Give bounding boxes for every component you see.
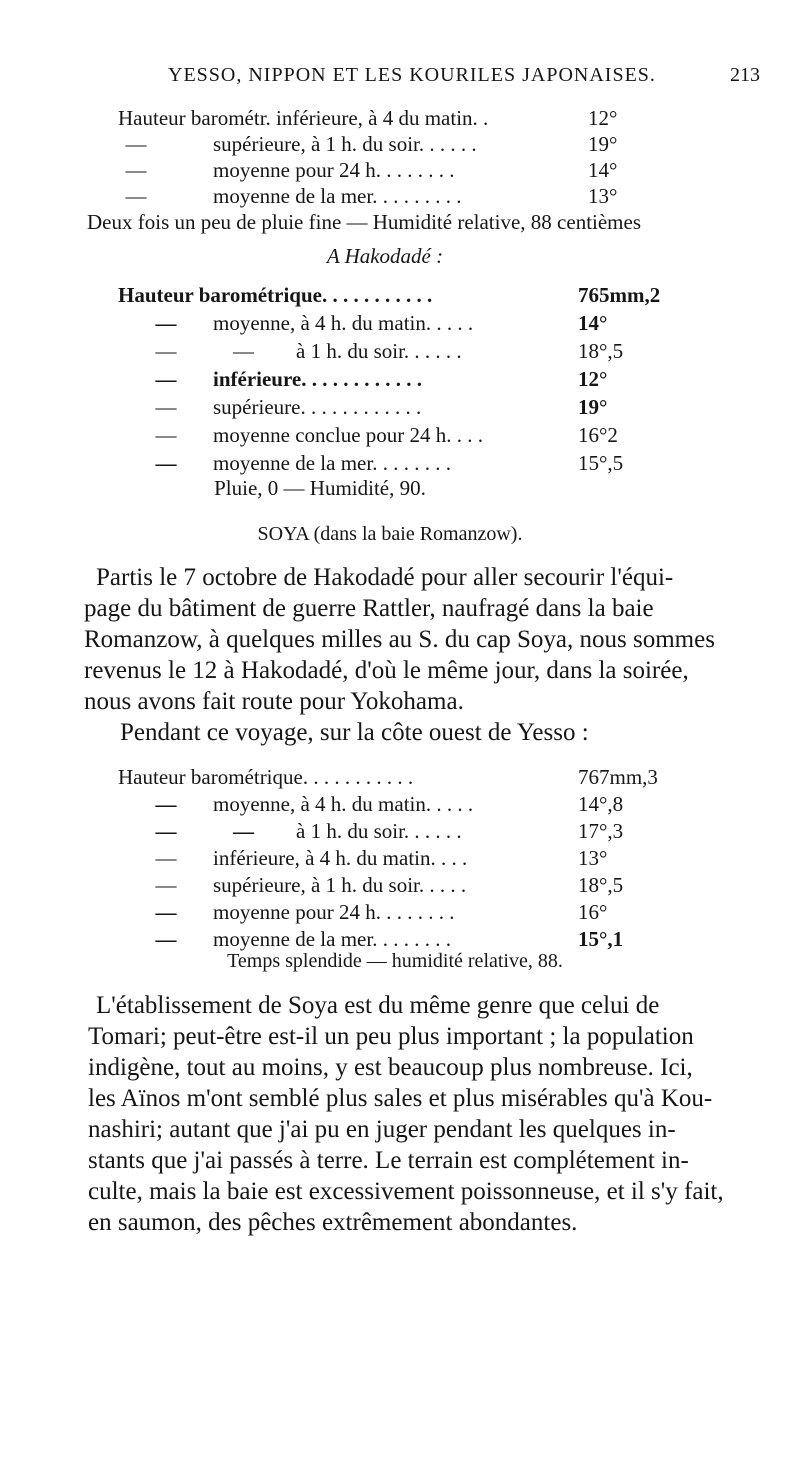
text-line: culte, mais la baie est excessivement poissonneuse, et il s'y fait, (88, 1178, 724, 1205)
ditto-dash: — (155, 792, 177, 816)
text-line: L'établissement de Soya est du même genre que celui de (96, 992, 660, 1019)
row-label: moyenne conclue pour 24 h. . . . (213, 423, 484, 447)
row-value: 18°,5 (578, 339, 624, 363)
table-row (118, 182, 638, 210)
text-line: en saumon, des pêches extrêmement abondantes. (88, 1209, 578, 1236)
row-value: 765mm,2 (578, 283, 661, 307)
ditto-dash: — (233, 339, 254, 363)
text-line: stants que j'ai passés à terre. Le terrain est complétement in- (88, 1147, 689, 1174)
table-2-note: Pluie, 0 — Humidité, 90. (214, 476, 426, 500)
row-label: inférieure, à 4 h. du matin. . . . (213, 846, 468, 870)
text-line: revenus le 12 à Hakodadé, d'où le même jour, dans la soirée, (84, 657, 689, 684)
ditto-dash: — (155, 900, 177, 924)
ditto-dash: — (233, 819, 254, 843)
ditto-dash: — (125, 158, 147, 182)
row-value: 19° (588, 132, 618, 156)
table-1-note: Deux fois un peu de pluie fine — Humidité relative, 88 centièmes (87, 210, 642, 234)
ditto-dash: — (155, 423, 177, 447)
row-label: à 1 h. du soir. . . . . . (296, 339, 462, 363)
table-3-note: Temps splendide — humidité relative, 88. (227, 950, 563, 972)
ditto-dash: — (125, 184, 147, 208)
paragraph-2 (120, 717, 589, 748)
ditto-dash: — (155, 819, 177, 843)
ditto-dash: — (155, 451, 177, 475)
ditto-dash: — (155, 846, 177, 870)
paragraph-1 (84, 562, 715, 717)
row-value: 15°,1 (578, 927, 624, 951)
row-value: 13° (588, 184, 618, 208)
row-value: 14°,8 (578, 792, 624, 816)
text-line: nous avons fait route pour Yokohama. (84, 688, 464, 715)
page-header (118, 64, 760, 92)
row-label: moyenne pour 24 h. . . . . . . . (213, 158, 455, 182)
page-number: 213 (730, 64, 760, 86)
row-value: 16°2 (578, 423, 618, 447)
row-value: 12° (578, 367, 608, 391)
paragraph-3 (88, 990, 724, 1238)
row-value: 18°,5 (578, 873, 624, 897)
row-label: moyenne de la mer. . . . . . . . . (213, 184, 462, 208)
ditto-dash: — (155, 339, 177, 363)
ditto-dash: — (155, 367, 177, 391)
ditto-dash: — (155, 395, 177, 419)
row-value: 13° (578, 846, 608, 870)
text-line: nashiri; autant que j'ai pu en juger pendant les quelques in- (88, 1116, 676, 1143)
row-value: 14° (578, 311, 608, 335)
text-line: indigène, tout au moins, y est beaucoup plus nombreuse. Ici, (88, 1054, 693, 1081)
row-label: moyenne, à 4 h. du matin. . . . . (213, 792, 474, 816)
ditto-dash: — (155, 311, 177, 335)
ditto-dash: — (155, 873, 177, 897)
ditto-dash: — (155, 927, 177, 951)
row-label: moyenne de la mer. . . . . . . . (213, 451, 451, 475)
row-label: Hauteur barométrique. . . . . . . . . . . (118, 283, 433, 307)
row-label: à 1 h. du soir. . . . . . (296, 819, 462, 843)
row-label: moyenne pour 24 h. . . . . . . . (213, 900, 455, 924)
row-value: 15°,5 (578, 451, 624, 475)
table-row (118, 156, 638, 184)
table-row (118, 104, 638, 132)
section-heading-hakodade: A Hakodadé : (326, 244, 444, 268)
row-value: 19° (578, 395, 608, 419)
text-line: page du bâtiment de guerre Rattler, naufragé dans la baie (84, 595, 654, 622)
row-label: Hauteur barométr. inférieure, à 4 du matin. . (118, 106, 489, 130)
row-label: Hauteur barométrique. . . . . . . . . . . (118, 765, 414, 789)
row-value: 12° (588, 106, 618, 130)
row-label: supérieure. . . . . . . . . . . . (213, 395, 422, 419)
text-line: Romanzow, à quelques milles au S. du cap Soya, nous sommes (84, 626, 715, 653)
row-label: moyenne de la mer. . . . . . . . (213, 927, 451, 951)
row-label: inférieure. . . . . . . . . . . . (213, 367, 422, 391)
row-value: 14° (588, 158, 618, 182)
section-heading-soya: SOYA (dans la baie Romanzow). (257, 523, 523, 545)
text-line: Partis le 7 octobre de Hakodadé pour aller secourir l'équi- (96, 564, 674, 591)
row-value: 16° (578, 900, 608, 924)
row-label: moyenne, à 4 h. du matin. . . . . (213, 311, 474, 335)
row-value: 767mm,3 (578, 765, 658, 789)
running-title: YESSO, NIPPON ET LES KOURILES JAPONAISES. (168, 64, 656, 86)
text-line: Pendant ce voyage, sur la côte ouest de Yesso : (120, 719, 589, 746)
text-line: les Aïnos m'ont semblé plus sales et plus misérables qu'à Kou- (88, 1085, 713, 1112)
ditto-dash: — (125, 132, 147, 156)
text-line: Tomari; peut-être est-il un peu plus important ; la population (88, 1023, 694, 1050)
row-value: 17°,3 (578, 819, 624, 843)
row-label: supérieure, à 1 h. du soir. . . . . (213, 873, 467, 897)
row-label: supérieure, à 1 h. du soir. . . . . . (213, 132, 477, 156)
table-row (118, 130, 638, 158)
